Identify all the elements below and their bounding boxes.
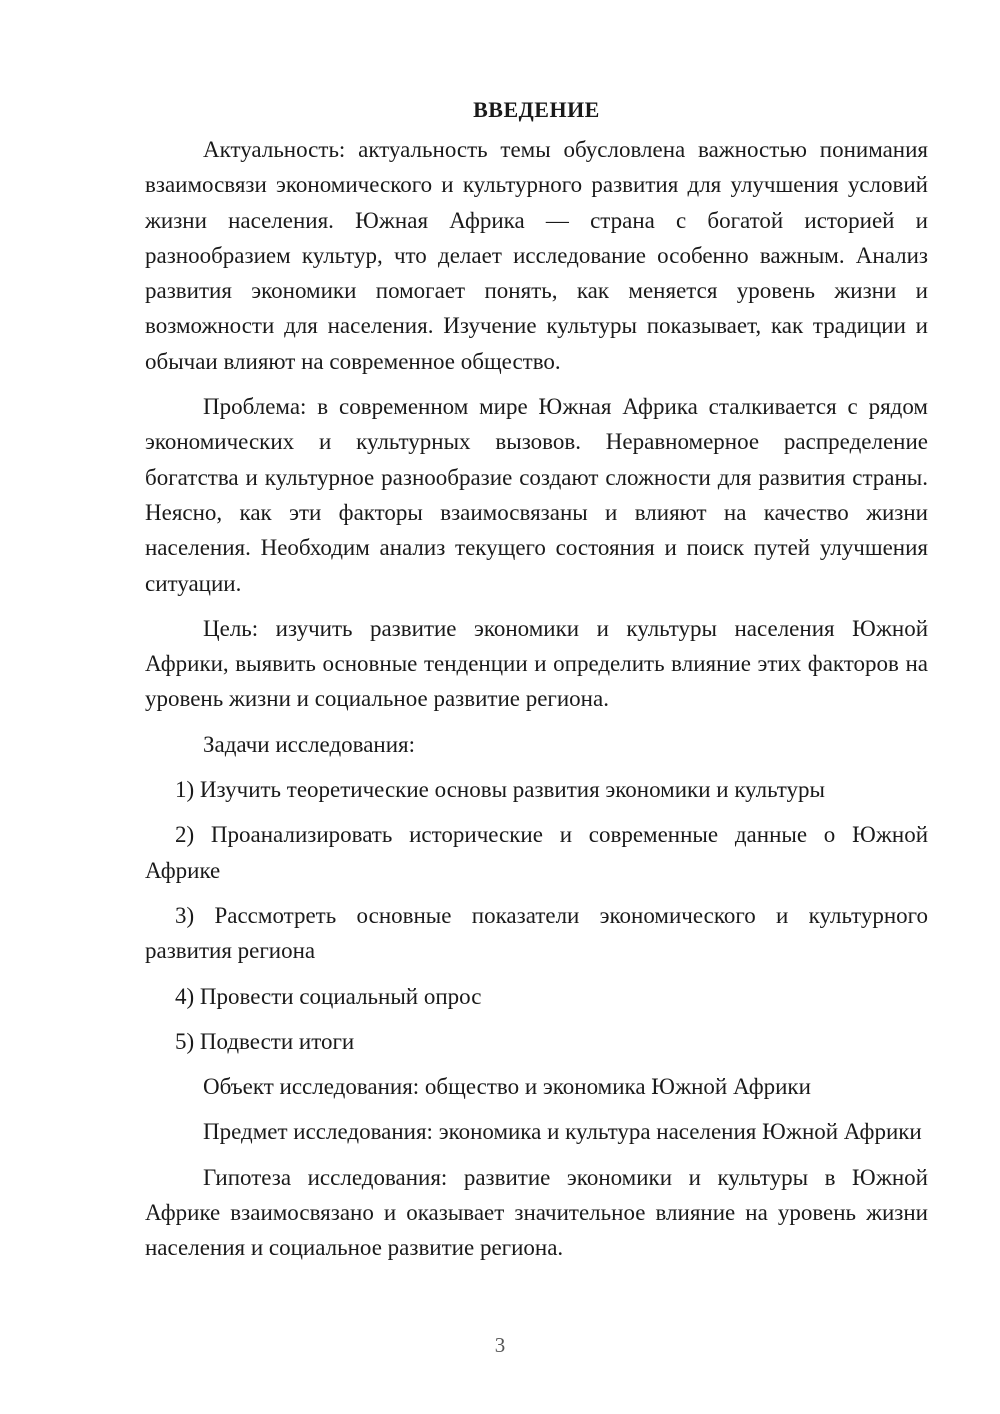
task-item-5: 5) Подвести итоги (175, 1028, 355, 1054)
task-item-1: 1) Изучить теоретические основы развития экономики и культуры (175, 777, 825, 803)
relevance-paragraph: Актуальность: актуальность темы обусловлена важностью понимания взаимосвязи экономического и культурного развития для улучшения условий жизни населения. Южная Африка — страна с богатой историей и разнообразием культур, что делает исследование особенно важным. Анализ развития экономики помогает понять, как меняется уровень жизни и возможности для населения. Изучение культуры показывает, как традиции и обычаи влияют на современное общество. (145, 137, 928, 374)
section-title: ВВЕДЕНИЕ (473, 97, 600, 122)
hypothesis-paragraph: Гипотеза исследования: развитие экономики и культуры в Южной Африке взаимосвязано и оказывает значительное влияние на уровень жизни населения и социальное развитие региона. (145, 1164, 928, 1261)
document-page (145, 96, 928, 1276)
tasks-heading: Задачи исследования: (203, 731, 416, 757)
task-item-3: 3) Рассмотреть основные показатели экономического и культурного развития региона (145, 902, 928, 964)
goal-paragraph: Цель: изучить развитие экономики и культуры населения Южной Африки, выявить основные тенденции и определить влияние этих факторов на уровень жизни и социальное развитие региона. (145, 615, 928, 712)
task-item-4: 4) Провести социальный опрос (175, 983, 482, 1009)
subject-paragraph: Предмет исследования: экономика и культура населения Южной Африки (203, 1119, 922, 1145)
object-paragraph: Объект исследования: общество и экономика Южной Африки (203, 1074, 811, 1100)
page-number: 3 (494, 1333, 506, 1357)
task-item-2: 2) Проанализировать исторические и современные данные о Южной Африке (145, 822, 928, 883)
problem-paragraph: Проблема: в современном мире Южная Африка сталкивается с рядом экономических и культурных вызовов. Неравномерное распределение богатства и культурное разнообразие создают сложности для развития страны. Неясно, как эти факторы взаимосвязаны и влияют на качество жизни населения. Необходим анализ текущего состояния и поиск путей улучшения ситуации. (145, 394, 928, 596)
